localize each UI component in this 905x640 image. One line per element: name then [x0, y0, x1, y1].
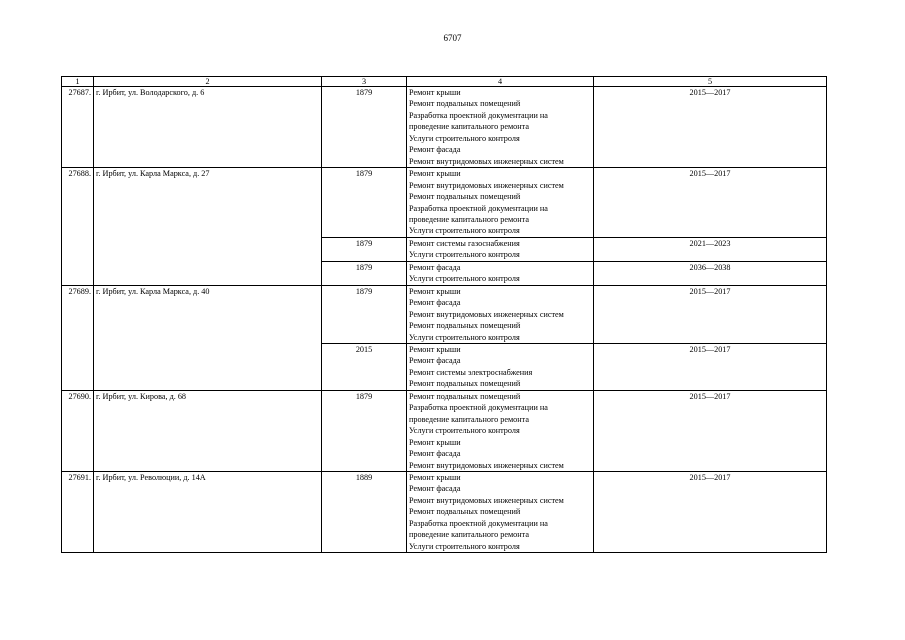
- address-cell: г. Ирбит, ул. Революции, д. 14А: [94, 471, 322, 552]
- work-item: Ремонт фасада: [409, 356, 461, 366]
- year-cell: 1879: [322, 261, 407, 285]
- period-cell: 2021—2023: [594, 237, 827, 261]
- work-item: Ремонт подвальных помещений: [409, 507, 521, 517]
- work-item: Ремонт фасада: [409, 484, 461, 494]
- work-item: Ремонт внутридомовых инженерных систем: [409, 156, 564, 166]
- work-item: Услуги строительного контроля: [409, 426, 520, 436]
- work-item: проведение капитального ремонта: [409, 122, 529, 132]
- work-item: Разработка проектной документации на: [409, 110, 548, 120]
- column-header-1: 1: [62, 77, 94, 87]
- address-cell: г. Ирбит, ул. Карла Маркса, д. 27: [94, 168, 322, 286]
- row-number: 27687.: [62, 87, 94, 168]
- table-row: [62, 390, 827, 471]
- column-header-3: 3: [322, 77, 407, 87]
- work-item: Разработка проектной документации на: [409, 518, 548, 528]
- table-body: [62, 77, 827, 553]
- period-cell: 2015—2017: [594, 87, 827, 168]
- address-cell: г. Ирбит, ул. Карла Маркса, д. 40: [94, 285, 322, 390]
- year-cell: 1879: [322, 237, 407, 261]
- work-item: Ремонт крыши: [409, 472, 461, 482]
- works-cell: [407, 471, 594, 552]
- period-cell: 2015—2017: [594, 343, 827, 390]
- work-item: Услуги строительного контроля: [409, 332, 520, 342]
- works-cell: [407, 261, 594, 285]
- row-number: 27688.: [62, 168, 94, 286]
- year-cell: 1889: [322, 471, 407, 552]
- table-row: [62, 285, 827, 343]
- works-cell: [407, 87, 594, 168]
- work-item: Услуги строительного контроля: [409, 133, 520, 143]
- column-header-2: 2: [94, 77, 322, 87]
- work-item: Ремонт фасада: [409, 298, 461, 308]
- work-item: Ремонт подвальных помещений: [409, 192, 521, 202]
- period-cell: 2015—2017: [594, 168, 827, 238]
- work-item: Услуги строительного контроля: [409, 274, 520, 284]
- work-item: Ремонт подвальных помещений: [409, 321, 521, 331]
- address-cell: г. Ирбит, ул. Кирова, д. 68: [94, 390, 322, 471]
- work-item: Ремонт крыши: [409, 169, 461, 179]
- work-item: Услуги строительного контроля: [409, 226, 520, 236]
- work-item: Ремонт крыши: [409, 88, 461, 97]
- works-cell: [407, 343, 594, 390]
- work-item: Ремонт системы газоснабжения: [409, 238, 520, 248]
- row-number: 27690.: [62, 390, 94, 471]
- work-item: проведение капитального ремонта: [409, 214, 529, 224]
- period-cell: 2015—2017: [594, 390, 827, 471]
- page-number: 6707: [443, 33, 462, 43]
- work-item: Ремонт внутридомовых инженерных систем: [409, 309, 564, 319]
- work-item: Ремонт системы электроснабжения: [409, 367, 533, 377]
- work-item: проведение капитального ремонта: [409, 530, 529, 540]
- work-item: Ремонт крыши: [409, 344, 461, 354]
- work-item: Ремонт фасада: [409, 449, 461, 459]
- table-row: [62, 471, 827, 552]
- table-row: [62, 87, 827, 168]
- year-cell: 1879: [322, 168, 407, 238]
- work-item: Услуги строительного контроля: [409, 250, 520, 260]
- row-number: 27689.: [62, 285, 94, 390]
- works-cell: [407, 237, 594, 261]
- work-item: Услуги строительного контроля: [409, 541, 520, 551]
- work-item: Ремонт внутридомовых инженерных систем: [409, 460, 564, 470]
- work-item: Ремонт крыши: [409, 437, 461, 447]
- period-cell: 2015—2017: [594, 285, 827, 343]
- table-row: [62, 168, 827, 238]
- capital-repair-table: [61, 76, 827, 553]
- works-cell: [407, 390, 594, 471]
- year-cell: 2015: [322, 343, 407, 390]
- work-item: Ремонт подвальных помещений: [409, 99, 521, 109]
- work-item: Ремонт фасада: [409, 145, 461, 155]
- header-row: [62, 77, 827, 87]
- year-cell: 1879: [322, 390, 407, 471]
- work-item: проведение капитального ремонта: [409, 414, 529, 424]
- works-cell: [407, 285, 594, 343]
- work-item: Ремонт фасада: [409, 262, 461, 272]
- address-cell: г. Ирбит, ул. Володарского, д. 6: [94, 87, 322, 168]
- work-item: Ремонт внутридомовых инженерных систем: [409, 180, 564, 190]
- work-item: Ремонт подвальных помещений: [409, 379, 521, 389]
- work-item: Ремонт крыши: [409, 286, 461, 296]
- work-item: Разработка проектной документации на: [409, 403, 548, 413]
- year-cell: 1879: [322, 87, 407, 168]
- column-header-5: 5: [594, 77, 827, 87]
- work-item: Ремонт подвальных помещений: [409, 391, 521, 401]
- works-cell: [407, 168, 594, 238]
- period-cell: 2036—2038: [594, 261, 827, 285]
- work-item: Разработка проектной документации на: [409, 203, 548, 213]
- column-header-4: 4: [407, 77, 594, 87]
- work-item: Ремонт внутридомовых инженерных систем: [409, 495, 564, 505]
- period-cell: 2015—2017: [594, 471, 827, 552]
- row-number: 27691.: [62, 471, 94, 552]
- year-cell: 1879: [322, 285, 407, 343]
